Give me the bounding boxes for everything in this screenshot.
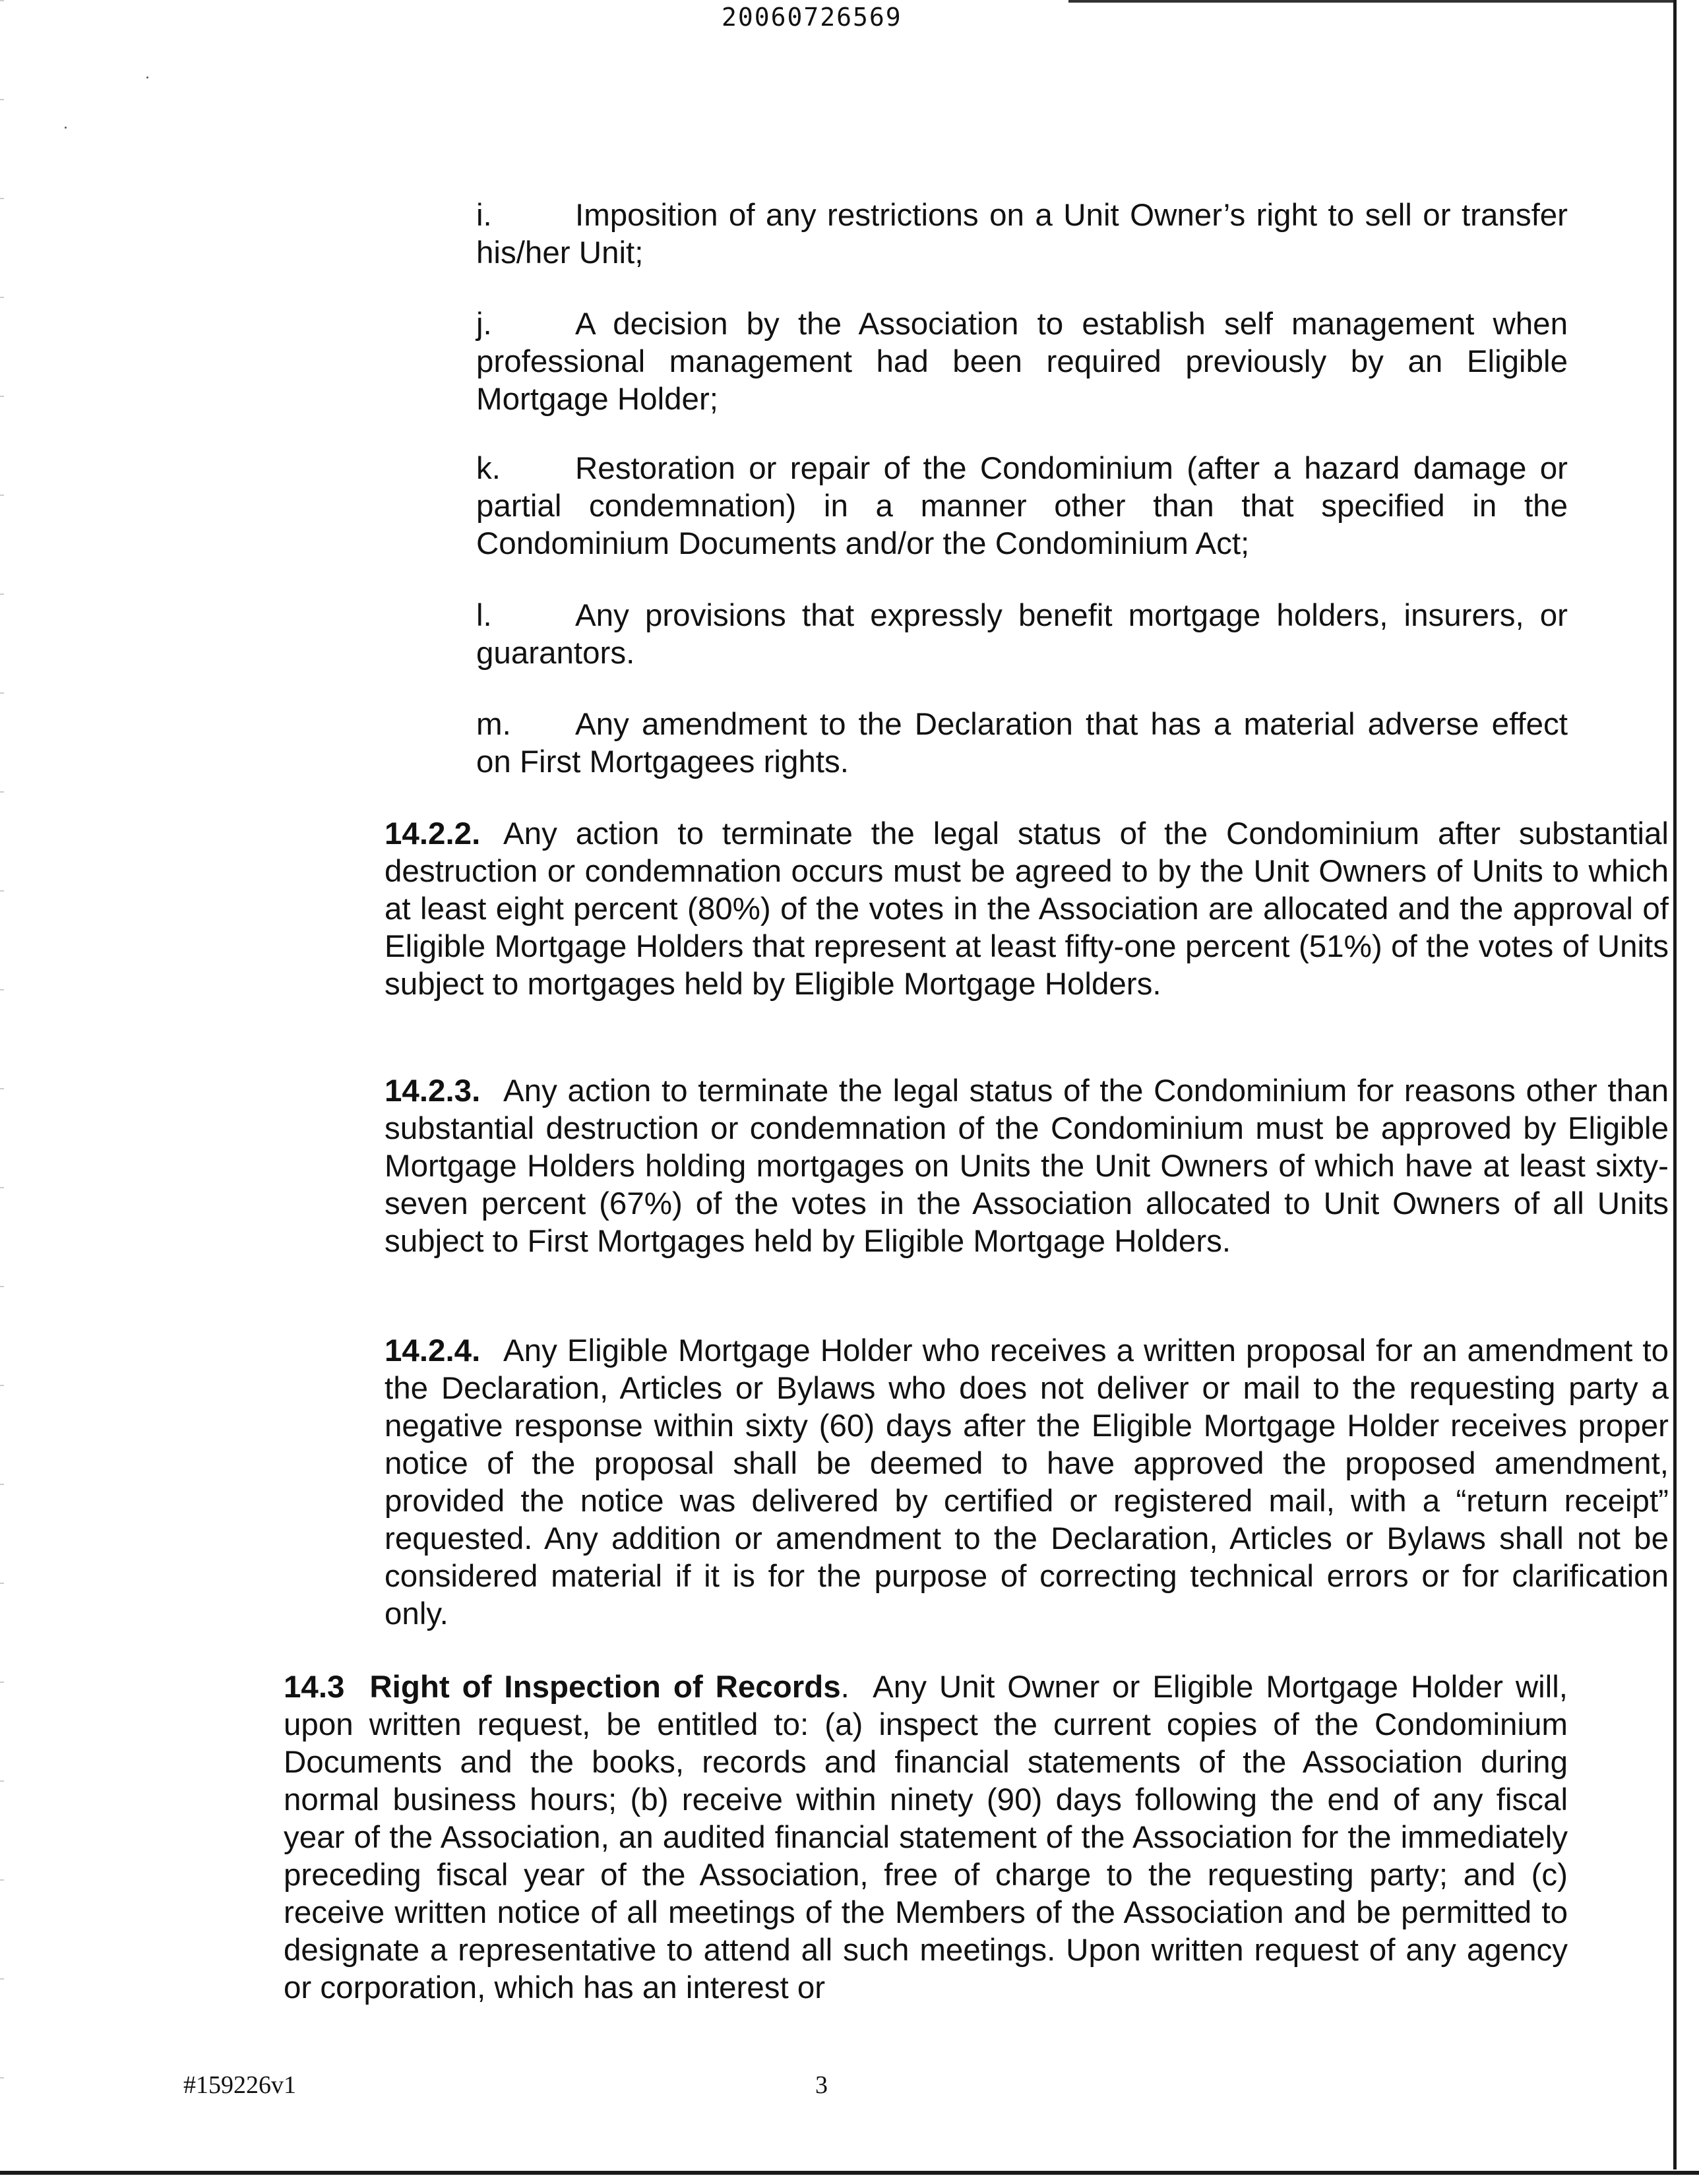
section-number: 14.2.2. bbox=[385, 816, 481, 851]
item-text: Any amendment to the Declaration that has a material adverse effect on First Mortgagees rights. bbox=[476, 707, 1568, 779]
section-14-3 bbox=[183, 1668, 1568, 2007]
item-marker: k. bbox=[476, 451, 501, 486]
section-14-2-4 bbox=[183, 1332, 1669, 1633]
scan-margin-marks bbox=[0, 0, 4, 2169]
scan-speck bbox=[65, 127, 67, 129]
scan-border-bottom bbox=[0, 2171, 1699, 2175]
list-item-l bbox=[376, 597, 1568, 672]
section-title-punct: . bbox=[840, 1670, 850, 1705]
section-text: Any action to terminate the legal status of the Condominium for reasons other than substantial destruction or condemnation of the Condominium must be approved by Eligible Mortgage Holders holding mortgages on Units the Unit Owners of which have at least sixty-seven percent (67%) of the votes in the Association allocated to Unit Owners of all Units subject to First Mortgages held by Eligible Mortgage Holders. bbox=[385, 1074, 1669, 1259]
section-text: Any Eligible Mortgage Holder who receives a written proposal for an amendment to the Declaration, Articles or Bylaws who does not deliver or mail to the requesting party a negative response within sixty (60) days after the Eligible Mortgage Holder receives proper notice of the proposal shall be deemed to have approved the proposed amendment, provided the notice was delivered by certified or registered mail, with a “return receipt” requested. Any addition or amendment to the Declaration, Articles or Bylaws shall not be considered material if it is for the purpose of correcting technical errors or for clarification only. bbox=[385, 1333, 1669, 1631]
section-number: 14.2.3. bbox=[385, 1074, 481, 1108]
section-text: Any action to terminate the legal status of the Condominium after substantial destruction or condemnation occurs must be agreed to by the Unit Owners of Units to which at least eight percent (80%) of the votes in the Association are allocated and the approval of Eligible Mortgage Holders that represent at least fifty-one percent (51%) of the votes of Units subject to mortgages held by Eligible Mortgage Holders. bbox=[385, 816, 1669, 1002]
item-marker: l. bbox=[476, 598, 492, 633]
list-item-j bbox=[376, 305, 1568, 418]
section-number: 14.2.4. bbox=[385, 1333, 481, 1368]
item-marker: m. bbox=[476, 707, 511, 742]
footer-document-id: #159226v1 bbox=[183, 2071, 296, 2099]
item-text: Any provisions that expressly benefit mortgage holders, insurers, or guarantors. bbox=[476, 598, 1568, 671]
page-number: 3 bbox=[815, 2071, 828, 2099]
item-marker: i. bbox=[476, 198, 492, 233]
list-item-m bbox=[376, 706, 1568, 781]
item-text: Imposition of any restrictions on a Unit Owner’s right to sell or transfer his/her Unit; bbox=[476, 198, 1568, 270]
list-item-i bbox=[376, 197, 1568, 272]
recording-number: 20060726569 bbox=[722, 3, 902, 32]
scan-border-right bbox=[1673, 0, 1677, 2169]
list-item-k bbox=[376, 450, 1568, 562]
section-14-2-2 bbox=[183, 815, 1669, 1003]
item-text: A decision by the Association to establish self management when professional management had been required previously by an Eligible Mortgage Holder; bbox=[476, 307, 1568, 417]
scan-speck bbox=[146, 76, 148, 78]
item-marker: j. bbox=[476, 307, 492, 342]
scan-border-top bbox=[1068, 0, 1675, 3]
section-title: Right of Inspection of Records bbox=[369, 1670, 841, 1705]
section-text: Any Unit Owner or Eligible Mortgage Holder will, upon written request, be entitled to: (a) inspect the current copies of the Condominium Documents and the books, records and financial statements of the Association during normal business hours; (b) receive within ninety (90) days following the end of any fiscal year of the Association, an audited financial statement of the Association for the immediately preceding fiscal year of the Association, free of charge to the requesting party; and (c) receive written notice of all meetings of the Members of the Association and be permitted to designate a representative to attend all such meetings. Upon written request of any agency or corporation, which has an interest or bbox=[284, 1670, 1568, 2005]
item-text: Restoration or repair of the Condominium (after a hazard damage or partial condemnation) in a manner other than that specified in the Condominium Documents and/or the Condominium Act; bbox=[476, 451, 1568, 561]
section-number: 14.3 bbox=[284, 1670, 345, 1705]
section-14-2-3 bbox=[183, 1072, 1669, 1260]
